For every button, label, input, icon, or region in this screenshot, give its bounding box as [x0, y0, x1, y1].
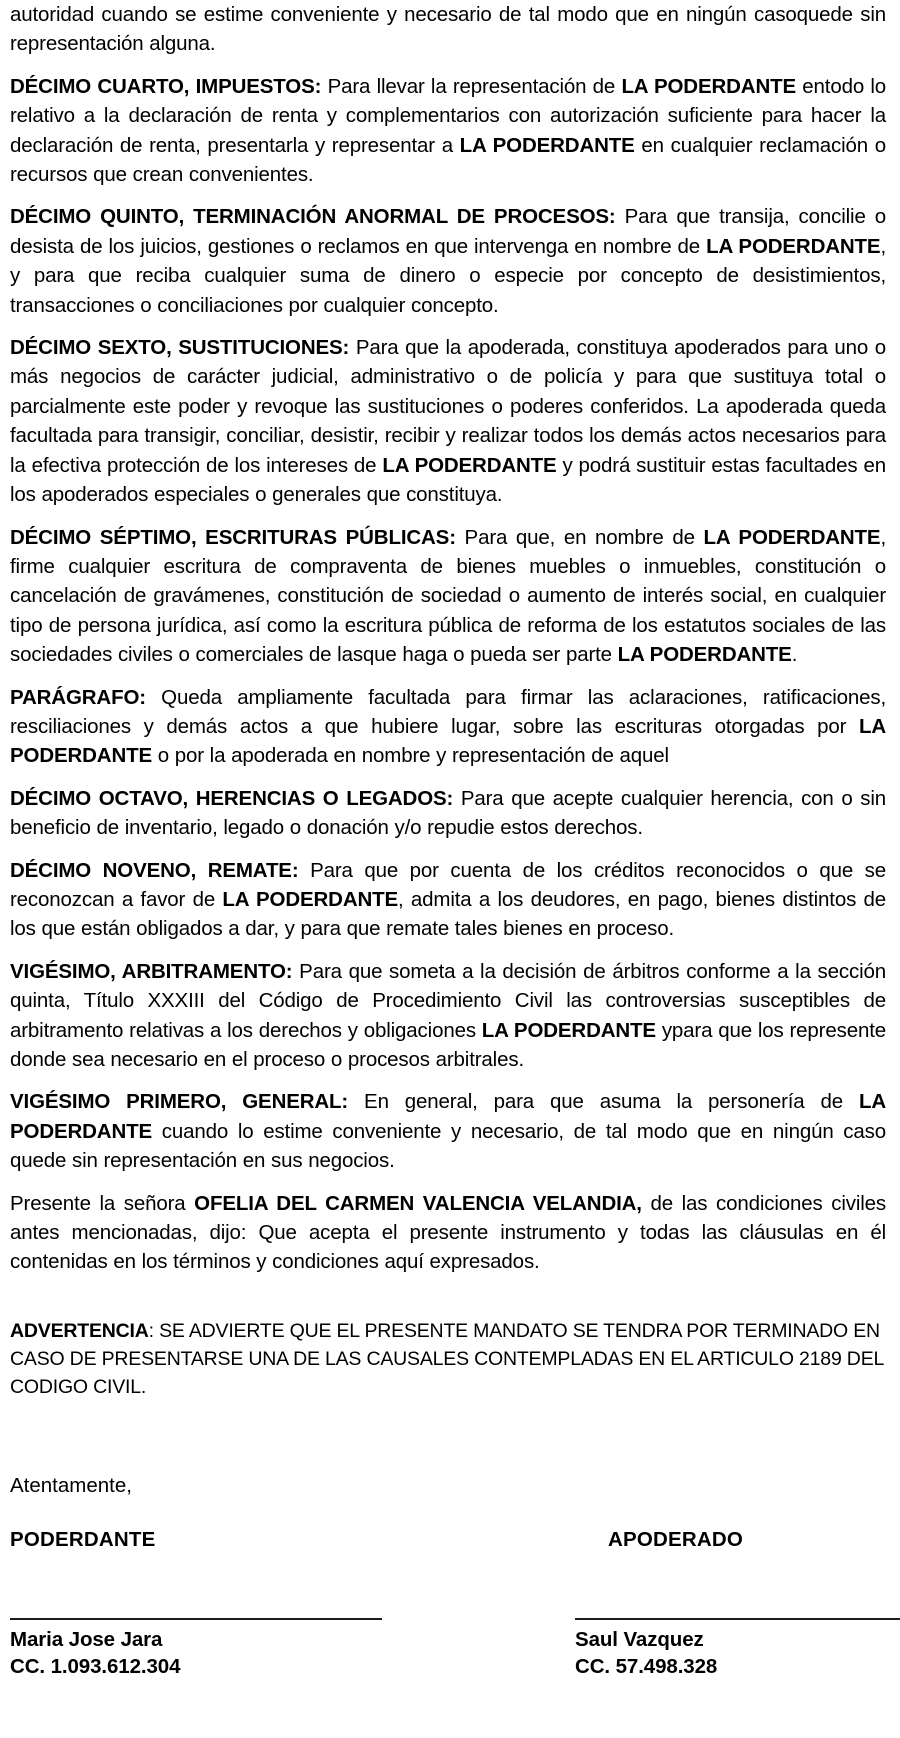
clause-body-cont: cuando lo estime conveniente y necesario, de tal modo que en ningún caso quede sin representación en sus negocios.: [10, 1119, 886, 1173]
clause-heading: DÉCIMO QUINTO, TERMINACIÓN ANORMAL DE PROCESOS:: [10, 205, 616, 229]
clause-body: Para que transija, concilie o desista de los juicios, gestiones o reclamos en que intervenga en nombre de: [10, 205, 886, 258]
entity-name: LA PODERDANTE: [481, 1018, 656, 1042]
signature-column-apoderado: [575, 1618, 900, 1680]
entity-name: LA PODERDANTE: [10, 714, 886, 768]
clause-body-cont: y podrá sustituir estas facultades en los apoderados especiales o generales que constituya.: [10, 453, 886, 507]
entity-name: LA PODERDANTE: [459, 133, 635, 157]
clause-body-cont: , y para que reciba cualquier suma de dinero o especie por concepto de desistimientos, transacciones o conciliaciones por cualquier concepto.: [10, 234, 886, 317]
paragraph-continuation-top: [10, 0, 886, 59]
entity-name: LA PODERDANTE: [621, 74, 796, 98]
clause-heading: DÉCIMO SÉPTIMO, ESCRITURAS PÚBLICAS:: [10, 525, 456, 549]
clause-body: En general, para que asuma la personería de: [348, 1090, 859, 1114]
paragraph-decimo-cuarto: [10, 72, 886, 190]
entity-name: LA PODERDANTE: [617, 643, 792, 667]
document-body: [10, 0, 886, 1738]
clause-body: Queda ampliamente facultada para firmar las aclaraciones, ratificaciones, resciliaciones y demás actos a que hubiere lugar, sobre las escrituras otorgadas por: [10, 685, 886, 738]
grantor-full-name: OFELIA DEL CARMEN VALENCIA VELANDIA,: [194, 1191, 642, 1215]
clause-heading: DÉCIMO NOVENO, REMATE:: [10, 858, 299, 882]
clause-heading: DÉCIMO CUARTO, IMPUESTOS:: [10, 74, 322, 98]
clause-body: Presente la señora: [10, 1191, 195, 1215]
clause-heading: DÉCIMO OCTAVO, HERENCIAS O LEGADOS:: [10, 786, 454, 810]
signature-role-poderdante: PODERDANTE: [10, 1527, 156, 1551]
clause-heading: PARÁGRAFO:: [10, 685, 146, 709]
signature-role-headers: [10, 1528, 886, 1562]
entity-name: LA PODERDANTE: [382, 453, 557, 477]
signature-line-apoderado: [575, 1618, 900, 1620]
signer-id-poderdante: CC. 1.093.612.304: [10, 1654, 181, 1678]
signature-block: [10, 1618, 886, 1738]
entity-name: LA PODERDANTE: [706, 234, 881, 258]
clause-heading: VIGÉSIMO PRIMERO, GENERAL:: [10, 1090, 349, 1114]
paragraph-vigesimo-primero: [10, 1087, 886, 1175]
clause-body-cont: en cualquier reclamación o recursos que crean convenientes.: [10, 133, 886, 187]
clause-body-cont: o por la apoderada en nombre y representación de aquel: [152, 744, 669, 768]
advertencia-notice: [10, 1317, 886, 1401]
clause-body-cont: de las condiciones civiles antes mencionadas, dijo: Que acepta el presente instrumento y todas las cláusulas en él contenidas en los términos y condiciones aquí expresados.: [10, 1191, 886, 1274]
clause-body-cont: , admita a los deudores, en pago, bienes distintos de los que están obligados a dar, y para que remate tales bienes en proceso.: [10, 887, 887, 941]
paragraph-decimo-quinto: [10, 202, 886, 320]
paragraph-decimo-sexto: [10, 333, 886, 509]
advertencia-label: ADVERTENCIA: [10, 1319, 149, 1342]
entity-name: LA PODERDANTE: [703, 525, 881, 549]
clause-body: Para que, en nombre de: [455, 525, 704, 549]
clause-heading: DÉCIMO SEXTO, SUSTITUCIONES:: [10, 336, 350, 360]
paragraph-vigesimo: [10, 957, 886, 1075]
paragraph-decimo-septimo: [10, 523, 886, 670]
entity-name: LA PODERDANTE: [222, 887, 399, 911]
spacer-before-closing: [10, 1401, 886, 1471]
clause-body-cont: ypara que los represente donde sea necesario en el proceso o procesos arbitrales.: [10, 1018, 886, 1071]
paragraph-decimo-noveno: [10, 856, 886, 944]
closing-salutation: Atentamente,: [10, 1473, 132, 1497]
signer-name-poderdante: Maria Jose Jara: [10, 1627, 163, 1651]
clause-body: Para que someta a la decisión de árbitros conforme a la sección quinta, Título XXXIII del Código de Procedimiento Civil las controversias susceptibles de arbitramento relativas a los derechos y obligaciones: [10, 959, 886, 1042]
paragraph-text: autoridad cuando se estime conveniente y necesario de tal modo que en ningún casoquede sin representación alguna.: [10, 3, 886, 56]
clause-body: Para que acepte cualquier herencia, con o sin beneficio de inventario, legado o donación y/o repudie estos derechos.: [10, 786, 886, 840]
clause-body-cont: , firme cualquier escritura de compraventa de bienes muebles o inmuebles, constitución o cancelación de gravámenes, constitución de sociedad o aumento de interés social, en cualquier tipo de persona jurídica, así como la escritura pública de reforma de los estatutos sociales de las sociedades civiles o comerciales de lasque haga o pueda ser parte: [10, 525, 886, 667]
signature-role-apoderado: APODERADO: [608, 1527, 744, 1551]
paragraph-paragrafo: [10, 683, 886, 771]
paragraph-decimo-octavo: [10, 784, 886, 843]
spacer-before-signature-headers: [10, 1500, 886, 1528]
entity-name: LA PODERDANTE: [10, 1090, 886, 1143]
spacer-signature-area: [10, 1562, 886, 1618]
signer-name-apoderado: Saul Vazquez: [575, 1627, 704, 1651]
signature-line-poderdante: [10, 1618, 382, 1620]
clause-body-cont: .: [791, 643, 798, 667]
clause-body: Para que la apoderada, constituya apoderados para uno o más negocios de carácter judicial, administrativo o de policía y para que sustituya total o parcialmente este poder y revoque las sustituciones o poderes conferidos. La apoderada queda facultada para transigir, conciliar, desistir, recibir y realizar todos los demás actos necesarios para la efectiva protección de los intereses de: [10, 336, 886, 477]
clause-body: Para que por cuenta de los créditos reconocidos o que se reconozcan a favor de: [10, 858, 886, 911]
advertencia-body: : SE ADVIERTE QUE EL PRESENTE MANDATO SE TENDRA POR TERMINADO EN CASO DE PRESENTARSE UNA DE LAS CAUSALES CONTEMPLADAS EN EL ARTICULO 2189 DEL CODIGO CIVIL.: [10, 1319, 884, 1398]
clause-body-cont: entodo lo relativo a la declaración de renta y complementarios con autorización suficiente para hacer la declaración de renta, presentarla y representar a: [10, 74, 887, 157]
signature-column-poderdante: [10, 1618, 382, 1680]
paragraph-presente-la-senora: [10, 1189, 886, 1277]
signer-id-apoderado: CC. 57.498.328: [575, 1654, 718, 1678]
clause-body: Para llevar la representación de: [321, 74, 622, 98]
clause-heading: VIGÉSIMO, ARBITRAMENTO:: [10, 959, 293, 983]
